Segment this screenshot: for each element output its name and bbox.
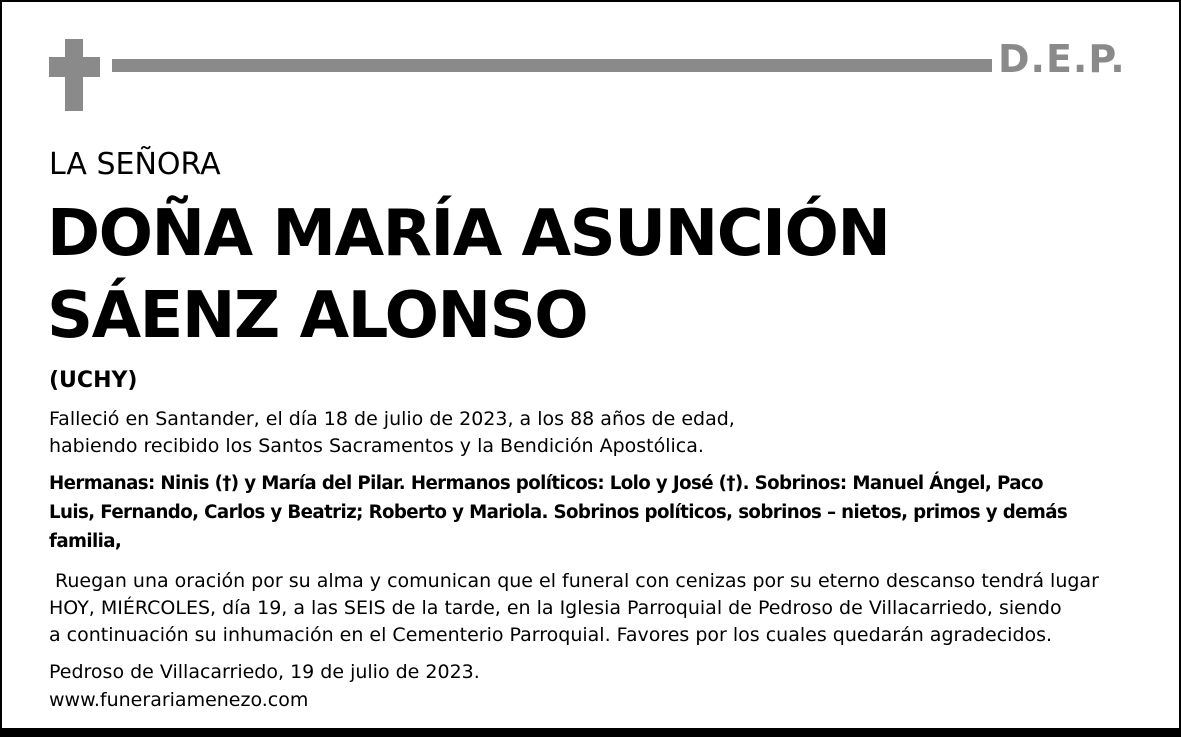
family-line: familia,: [49, 531, 122, 552]
place-date: Pedroso de Villacarriedo, 19 de julio de 2023.: [49, 661, 480, 683]
website-link[interactable]: www.funerariamenezo.com: [49, 689, 309, 711]
funeral-line: a continuación su inhumación en el Cementerio Parroquial. Favores por los cuales quedarán agradecidos.: [49, 624, 1053, 646]
deceased-name-line-1: DOÑA MARÍA ASUNCIÓN: [47, 197, 890, 271]
header-rule: [112, 59, 992, 72]
nickname: (UCHY): [49, 368, 138, 393]
pre-title: LA SEÑORA: [49, 147, 221, 182]
death-info-line: habiendo recibido los Santos Sacramentos y la Bendición Apostólica.: [49, 435, 704, 457]
family-line: Hermanas: Ninis (†) y María del Pilar. Hermanos políticos: Lolo y José (†). Sobrinos: Manuel Ángel, Paco: [49, 473, 1043, 494]
family-line: Luis, Fernando, Carlos y Beatriz; Roberto y Mariola. Sobrinos políticos, sobrinos – nietos, primos y demás: [49, 502, 1068, 523]
death-info-line: Falleció en Santander, el día 18 de julio de 2023, a los 88 años de edad,: [49, 408, 735, 430]
cross-horizontal-bar: [49, 57, 100, 77]
deceased-name-line-2: SÁENZ ALONSO: [47, 279, 588, 353]
dep-label: D.E.P.: [998, 37, 1126, 81]
funeral-line: Ruegan una oración por su alma y comunican que el funeral con cenizas por su eterno descanso tendrá lugar: [49, 570, 1099, 592]
funeral-line: HOY, MIÉRCOLES, día 19, a las SEIS de la tarde, en la Iglesia Parroquial de Pedroso de Villacarriedo, siendo: [49, 597, 1062, 619]
